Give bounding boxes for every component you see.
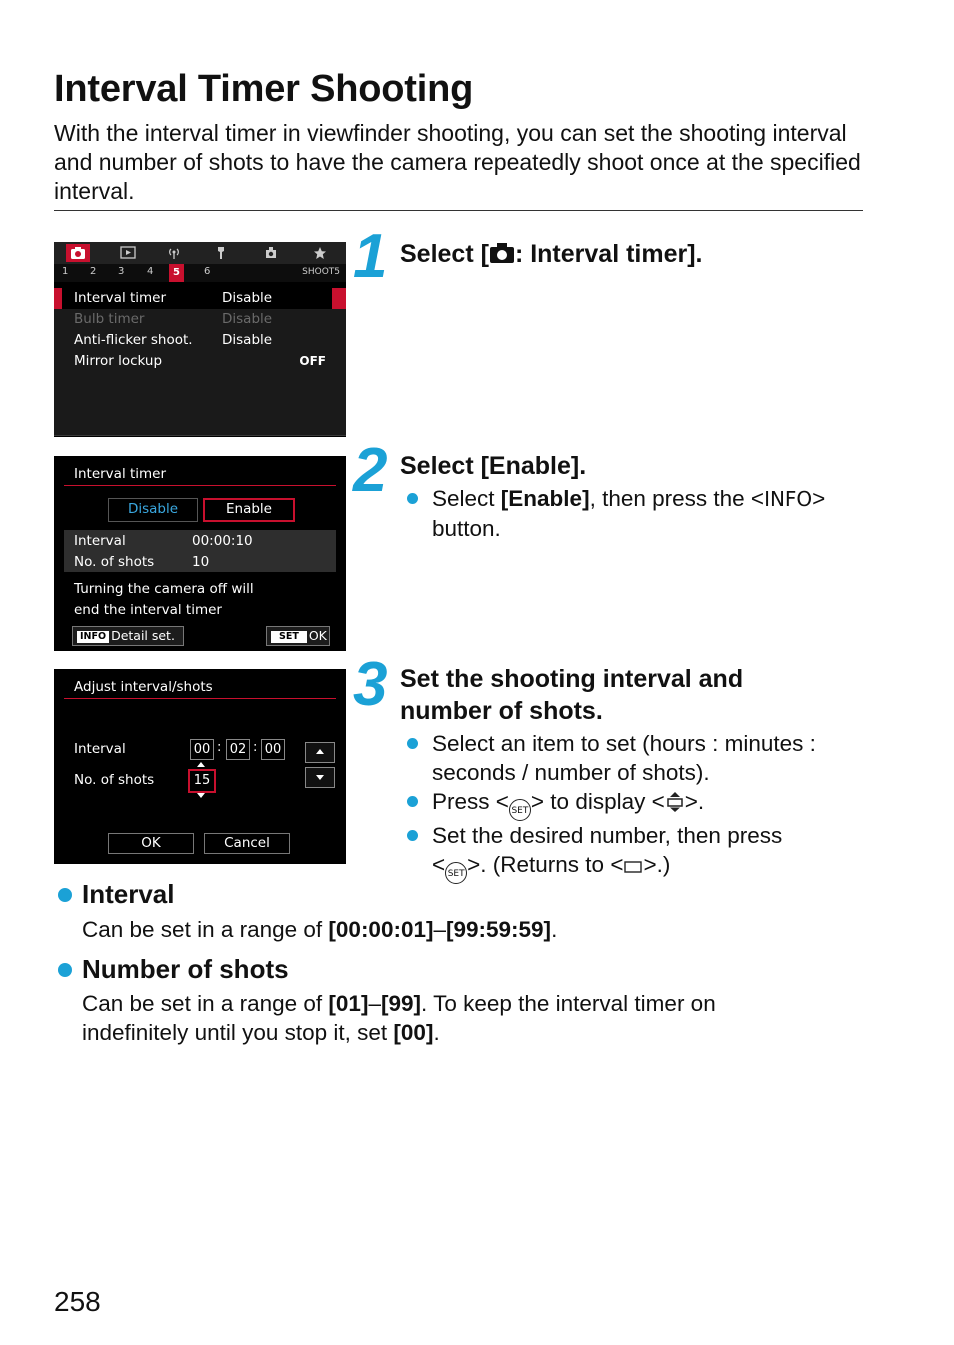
step-number: 3 xyxy=(353,650,386,719)
seconds-field[interactable]: 00 xyxy=(261,739,285,760)
bullet-item xyxy=(404,821,816,884)
disable-option[interactable]: Disable xyxy=(108,498,198,522)
menu-subtab-bar xyxy=(54,264,346,282)
shots-value: 10 xyxy=(192,554,210,570)
menu-item-label: Mirror lockup xyxy=(74,353,163,369)
ok-button[interactable]: OK xyxy=(108,833,194,854)
bullet-text: > to display < xyxy=(530,789,665,814)
arrow-down-icon xyxy=(316,775,324,780)
section-heading-interval: Interval xyxy=(56,879,175,909)
range-max: [99:59:59] xyxy=(446,917,552,942)
camera-menu-screen xyxy=(54,242,346,437)
divider xyxy=(54,210,863,211)
bullet-text: button. xyxy=(432,516,501,541)
shots-label: No. of shots xyxy=(74,554,155,570)
minutes-field[interactable]: 02 xyxy=(226,739,250,760)
bullet-text: Set the desired number, then press xyxy=(432,823,783,848)
interval-settings-box xyxy=(64,530,336,572)
detail-set-label: Detail set. xyxy=(111,628,175,643)
menu-item-interval-timer[interactable] xyxy=(54,288,346,310)
setup-tab-icon[interactable] xyxy=(212,244,236,262)
interval-timer-screen xyxy=(54,456,346,651)
bullet-text: > xyxy=(812,486,826,511)
increase-indicator-icon xyxy=(197,762,205,767)
menu-item-value: Disable xyxy=(222,311,273,327)
subtab-6[interactable]: 6 xyxy=(204,266,211,277)
menu-item-label: Bulb timer xyxy=(74,311,145,327)
section-bold: [00] xyxy=(393,1020,434,1045)
interval-value: 00:00:10 xyxy=(192,533,253,549)
menu-item-mirror-lockup[interactable] xyxy=(54,351,346,373)
menu-item-label: Anti-flicker shoot. xyxy=(74,332,193,348)
set-button-icon: SET xyxy=(509,799,531,821)
menu-item-label: Interval timer xyxy=(74,290,167,306)
menu-item-value: Disable xyxy=(222,332,273,348)
step-heading-text: : Interval timer]. xyxy=(514,240,703,268)
menu-item-bulb-timer xyxy=(54,309,346,331)
time-separator: : xyxy=(253,740,258,755)
cancel-button[interactable]: Cancel xyxy=(204,833,290,854)
adjust-interval-screen xyxy=(54,669,346,864)
note-line: end the interval timer xyxy=(74,602,222,618)
step-heading: Select [Enable]. xyxy=(400,452,587,480)
subtab-4[interactable]: 4 xyxy=(147,266,154,277)
section-heading-shots: Number of shots xyxy=(56,954,289,984)
set-button-icon: SET xyxy=(271,631,307,643)
bullet-text: >. (Returns to < xyxy=(467,852,624,877)
ok-label: OK xyxy=(308,628,327,643)
section-text: Can be set in a range of xyxy=(82,917,329,942)
wireless-tab-icon[interactable] xyxy=(162,244,186,262)
power-off-note xyxy=(74,579,254,621)
section-text: . xyxy=(551,917,558,942)
bullet-text: >. xyxy=(684,789,705,814)
step-heading-line: number of shots. xyxy=(400,697,603,725)
note-line: Turning the camera off will xyxy=(74,581,254,597)
info-button-icon: INFO xyxy=(764,487,813,511)
hours-field[interactable]: 00 xyxy=(190,739,214,760)
intro-paragraph: With the interval timer in viewfinder shooting, you can set the shooting interval and number of shots to have the camera repeatedly shoot once at the specified interval. xyxy=(54,120,861,204)
step-heading xyxy=(400,238,703,270)
section-text: indefinitely until you stop it, set xyxy=(82,1020,394,1045)
bullet-text: Select an item to set (hours : minutes : xyxy=(432,731,816,756)
shooting-camera-icon xyxy=(489,242,515,264)
menu-item-empty xyxy=(54,393,346,415)
section-text-shots xyxy=(82,989,842,1047)
bullet-text: , then press the < xyxy=(589,486,765,511)
info-button-icon: INFO xyxy=(77,631,109,643)
range-min: [00:00:01] xyxy=(328,917,434,942)
menu-tab-name: SHOOT5 xyxy=(302,267,340,277)
subtab-1[interactable]: 1 xyxy=(62,266,69,277)
bullet-text: Press < xyxy=(432,789,509,814)
range-max: [99] xyxy=(380,991,421,1016)
range-min: [01] xyxy=(328,991,369,1016)
screen-title: Interval timer xyxy=(74,466,167,482)
step-number: 2 xyxy=(353,436,386,505)
custom-functions-tab-icon[interactable] xyxy=(259,244,283,262)
decrement-button[interactable] xyxy=(305,767,335,788)
section-text: Can be set in a range of xyxy=(82,991,329,1016)
menu-item-anti-flicker[interactable] xyxy=(54,330,346,352)
bullet-item xyxy=(404,484,825,543)
increment-button[interactable] xyxy=(305,742,335,763)
arrow-up-icon xyxy=(316,749,324,754)
title-underline xyxy=(64,485,336,486)
step-heading xyxy=(400,663,743,727)
menu-item-value: Disable xyxy=(222,290,273,306)
ok-button[interactable] xyxy=(266,626,330,646)
my-menu-tab-icon[interactable] xyxy=(308,244,332,262)
menu-item-empty xyxy=(54,372,346,394)
camera-tab-icon[interactable] xyxy=(66,244,90,262)
step-heading-text: Select [ xyxy=(400,240,489,268)
shots-label: No. of shots xyxy=(74,772,155,788)
subtab-2[interactable]: 2 xyxy=(90,266,97,277)
time-separator: : xyxy=(217,740,222,755)
page-number: 258 xyxy=(54,1286,101,1317)
step-heading-line: Set the shooting interval and xyxy=(400,665,744,693)
title-underline xyxy=(64,698,336,699)
section-text: . xyxy=(433,1020,440,1045)
detail-set-button[interactable] xyxy=(72,626,184,646)
bullet-text: Select xyxy=(432,486,501,511)
bullet-item xyxy=(404,787,816,821)
page-title: Interval Timer Shooting xyxy=(54,68,474,110)
screen-title: Adjust interval/shots xyxy=(74,679,213,695)
section-text: . To keep the interval timer on xyxy=(420,991,716,1016)
bullet-item xyxy=(404,729,816,787)
step-bullets xyxy=(404,484,825,543)
menu-item-value: OFF xyxy=(299,354,326,368)
bullet-text: seconds / number of shots). xyxy=(432,760,710,785)
bullet-text: >.) xyxy=(643,852,671,877)
menu-item-empty xyxy=(54,414,346,436)
interval-label: Interval xyxy=(74,533,126,549)
bullet-text: < xyxy=(432,852,446,877)
section-text-interval xyxy=(82,915,842,944)
shots-field[interactable]: 15 xyxy=(188,769,216,793)
menu-tab-bar xyxy=(54,242,346,264)
up-down-adjust-icon xyxy=(665,791,685,813)
bullet-bold: [Enable] xyxy=(500,486,590,511)
subtab-3[interactable]: 3 xyxy=(118,266,125,277)
step-bullets xyxy=(404,729,816,884)
menu-screen-icon xyxy=(623,858,643,874)
set-button-icon: SET xyxy=(445,862,467,884)
subtab-5[interactable]: 5 xyxy=(169,264,184,282)
playback-tab-icon[interactable] xyxy=(116,244,140,262)
range-dash: – xyxy=(433,917,446,942)
decrease-indicator-icon xyxy=(197,793,205,798)
interval-label: Interval xyxy=(74,741,126,757)
enable-option[interactable]: Enable xyxy=(203,498,295,522)
step-number: 1 xyxy=(353,222,386,291)
range-dash: – xyxy=(368,991,381,1016)
